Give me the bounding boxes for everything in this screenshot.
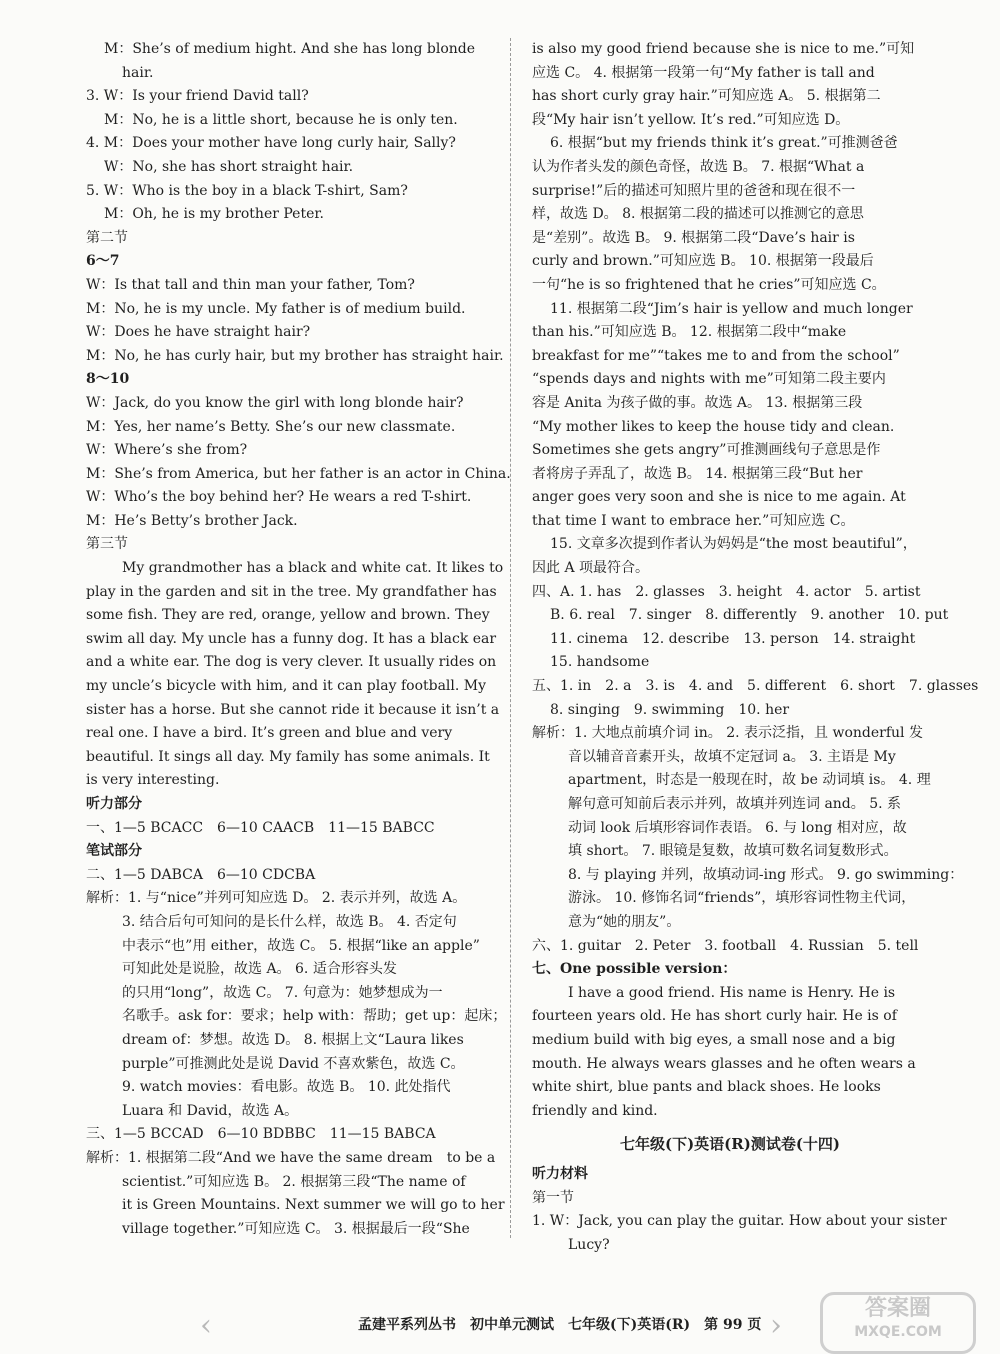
text-line: 8～10 — [86, 371, 130, 388]
text-line: 6～7 — [86, 253, 120, 270]
text-line: 解析：1. 根据第二段“And we have the same dream to be a — [86, 1149, 496, 1166]
text-line: W：No, she has short straight hair. — [104, 158, 354, 175]
text-line: 第一节 — [532, 1189, 574, 1206]
text-line: 七、One possible version： — [532, 961, 737, 978]
text-line: “spends days and nights with me”可知第二段主要内 — [532, 371, 886, 388]
text-line: anger goes very soon and she is nice to me again. At — [532, 489, 906, 506]
text-line: 六、1. guitar 2. Peter 3. football 4. Russian 5. tell — [532, 937, 919, 954]
left-column — [86, 38, 511, 1241]
text-line: M：No, he is a little short, because he is only ten. — [104, 111, 458, 128]
text-line: 9. watch movies：看电影。故选 B。 10. 此处指代 — [122, 1079, 451, 1096]
text-line: and a white ear. The dog is very clever. It usually rides on — [86, 654, 497, 671]
text-line: W：Does he have straight hair? — [86, 324, 311, 341]
text-line: 应选 C。 4. 根据第一段第一句“My father is tall and — [532, 64, 875, 81]
text-line: 听力材料 — [532, 1165, 588, 1182]
text-line: 可知此处是说脸，故选 A。 6. 适合形容头发 — [122, 961, 397, 978]
text-line: 动词 look 后填形容词作表语。 6. 与 long 相对应，故 — [568, 819, 907, 836]
text-line: I have a good friend. His name is Henry. He is — [568, 984, 896, 1001]
text-line: 6. 根据“but my friends think it’s great.”可推测爸爸 — [550, 135, 898, 152]
text-line: that time I want to embrace her.”可知应选 C。 — [532, 512, 855, 529]
text-line: Sometimes she gets angry”可推测画线句子意思是作 — [532, 442, 881, 459]
text-line: B. 6. real 7. singer 8. differently 9. another 10. put — [550, 607, 949, 624]
text-line: W：Is that tall and thin man your father, Tom? — [86, 276, 415, 293]
text-line: swim all day. My uncle has a funny dog. It has a black ear — [86, 630, 497, 647]
text-line: fourteen years old. He has short curly hair. He is of — [532, 1008, 897, 1025]
text-line: 解析：1. 大地点前填介词 in。 2. 表示泛指，且 wonderful 发 — [532, 725, 923, 742]
text-line: dream of：梦想。故选 D。 8. 根据上文“Laura likes — [122, 1031, 464, 1048]
text-line: scientist.”可知应选 B。 2. 根据第三段“The name of — [122, 1173, 466, 1190]
text-line: W：Where’s she from? — [86, 442, 248, 459]
text-line: 11. 根据第二段“Jim’s hair is yellow and much longer — [550, 300, 913, 317]
text-line: 5. W：Who is the boy in a black T-shirt, Sam? — [86, 182, 408, 199]
text-line: M：She’s of medium hight. And she has long blonde — [104, 41, 476, 57]
text-line: breakfast for me”“takes me to and from the school” — [532, 347, 900, 364]
text-line: hair. — [122, 64, 154, 81]
text-line: has short curly gray hair.”可知应选 A。 5. 根据第二 — [532, 88, 881, 105]
text-line: 15. handsome — [550, 654, 650, 671]
text-line: Lucy? — [568, 1236, 610, 1253]
text-line: M：No, he is my uncle. My father is of medium build. — [86, 300, 466, 317]
text-line: 笔试部分 — [86, 843, 142, 860]
text-line: surprise!”后的描述可知照片里的爸爸和现在很不一 — [532, 182, 856, 199]
text-line: village together.”可知应选 C。 3. 根据最后一段“She — [122, 1220, 470, 1237]
text-line: medium build with big eyes, a small nose and a big — [532, 1031, 896, 1048]
right-column — [532, 38, 979, 1257]
text-line: 1. W：Jack, you can play the guitar. How about your sister — [532, 1213, 947, 1230]
text-line: is also my good friend because she is nice to me.”可知 — [532, 41, 915, 57]
text-line: my uncle’s bicycle with him, and it can play football. My — [86, 678, 487, 695]
text-line: “My mother likes to keep the house tidy and clean. — [532, 418, 895, 435]
text-line: M：He’s Betty’s brother Jack. — [86, 512, 298, 529]
text-line: Luara 和 David，故选 A。 — [122, 1102, 299, 1119]
text-line: 一句“he is so frightened that he cries”可知应选 C。 — [532, 276, 886, 293]
text-line: white shirt, blue pants and black shoes. He looks — [532, 1079, 881, 1096]
text-line: beautiful. It sings all day. My family has some animals. It — [86, 748, 490, 765]
text-line: 中表示“也”用 either，故选 C。 5. 根据“like an apple” — [122, 937, 480, 954]
text-line: 四、A. 1. has 2. glasses 3. height 4. actor 5. artist — [532, 583, 921, 600]
text-line: 段“My hair isn’t yellow. It’s red.”可知应选 D。 — [532, 111, 850, 128]
text-line: W：Jack, do you know the girl with long blonde hair? — [86, 394, 464, 411]
text-line: W：Who’s the boy behind her? He wears a red T-shirt. — [86, 489, 472, 506]
section-title: 七年级(下)英语(R)测试卷(十四) — [619, 1135, 841, 1154]
text-line: 第三节 — [86, 536, 128, 553]
text-line: 五、1. in 2. a 3. is 4. and 5. different 6. short 7. glasses — [532, 678, 979, 695]
text-line: some fish. They are red, orange, yellow and brown. They — [86, 607, 490, 624]
text-line: 因此 A 项最符合。 — [532, 560, 650, 577]
text-line: 15. 文章多次提到作者认为妈妈是“the most beautiful”， — [550, 536, 917, 553]
stamp-text: 答案圈 — [864, 1296, 931, 1321]
text-line: 三、1—5 BCCAD 6—10 BDBBC 11—15 BABCA — [86, 1126, 436, 1143]
text-line: M：No, he has curly hair, but my brother has straight hair. — [86, 347, 504, 364]
text-line: mouth. He always wears glasses and he often wears a — [532, 1055, 916, 1072]
chevron-right-icon: › — [770, 1308, 782, 1343]
text-line: My grandmother has a black and white cat. It likes to — [122, 560, 504, 577]
text-line: 3. 结合后句可知问的是长什么样，故选 B。 4. 否定句 — [122, 913, 457, 930]
text-line: than his.”可知应选 B。 12. 根据第二段中“make — [532, 324, 847, 341]
text-line: 认为作者头发的颜色奇怪，故选 B。 7. 根据“What a — [532, 158, 865, 175]
right-listening-material — [532, 1163, 947, 1257]
stamp-url: MXQE.COM — [854, 1324, 942, 1340]
text-line: 11. cinema 12. describe 13. person 14. straight — [550, 630, 916, 647]
text-line: play in the garden and sit in the tree. My grandfather has — [86, 583, 497, 600]
text-line: 的只用“long”，故选 C。 7. 句意为：她梦想成为一 — [122, 984, 443, 1001]
text-line: M：She’s from America, but her father is an actor in China. — [86, 465, 511, 482]
text-line: friendly and kind. — [532, 1102, 658, 1119]
text-line: 听力部分 — [86, 796, 142, 812]
text-line: curly and brown.”可知应选 B。 10. 根据第一段最后 — [532, 253, 874, 270]
text-line: real one. I have a bird. It’s green and blue and very — [86, 725, 453, 742]
text-line: it is Green Mountains. Next summer we will go to her — [122, 1197, 505, 1214]
text-line: purple”可推测此处是说 David 不喜欢紫色，故选 C。 — [122, 1055, 465, 1072]
text-line: 填 short。 7. 眼镜是复数，故填可数名词复数形式。 — [568, 843, 898, 860]
text-line: apartment，时态是一般现在时，故 be 动词填 is。 4. 理 — [568, 772, 931, 789]
footer-text: 孟建平系列丛书 初中单元测试 七年级(下)英语(R) 第 99 页 — [358, 1317, 762, 1333]
text-line: 解句意可知前后表示并列，故填并列连词 and。 5. 系 — [568, 796, 902, 812]
chevron-left-icon: ‹ — [200, 1308, 212, 1343]
text-line: 一、1—5 BCACC 6—10 CAACB 11—15 BABCC — [86, 819, 435, 836]
text-line: sister has a horse. But she cannot ride it because it isn’t a — [86, 701, 500, 718]
column-divider — [510, 38, 511, 1238]
text-line: 解析：1. 与“nice”并列可知应选 D。 2. 表示并列，故选 A。 — [86, 890, 467, 907]
text-line: M：Yes, her name’s Betty. She’s our new classmate. — [86, 418, 456, 435]
watermark-stamp — [820, 1292, 976, 1354]
text-line: is very interesting. — [86, 772, 220, 789]
text-line: 3. W：Is your friend David tall? — [86, 88, 309, 105]
text-line: 是“差别”。故选 B。 9. 根据第二段“Dave’s hair is — [532, 229, 855, 246]
text-line: 容是 Anita 为孩子做的事。故选 A。 13. 根据第三段 — [532, 394, 863, 411]
text-line: 音以辅音音素开头，故填不定冠词 a。 3. 主语是 My — [568, 748, 896, 765]
text-line: M：Oh, he is my brother Peter. — [104, 206, 324, 223]
text-line: 二、1—5 DABCA 6—10 CDCBA — [86, 866, 316, 883]
text-line: 者将房子弄乱了，故选 B。 14. 根据第三段“But her — [532, 465, 863, 482]
text-line: 游泳。 10. 修饰名词“friends”，填形容词性物主代词， — [568, 890, 916, 907]
text-line: 第二节 — [86, 229, 128, 246]
text-line: 名歌手。ask for：要求；help with：帮助；get up：起床； — [122, 1008, 507, 1025]
right-answers — [532, 38, 979, 1123]
text-line: 样，故选 D。 8. 根据第二段的描述可以推测它的意思 — [532, 206, 864, 223]
text-line: 8. 与 playing 并列，故填动词-ing 形式。 9. go swimming： — [568, 866, 964, 883]
text-line: 8. singing 9. swimming 10. her — [550, 701, 790, 718]
text-line: 意为“她的朋友”。 — [568, 913, 681, 930]
text-line: 4. M：Does your mother have long curly hair, Sally? — [86, 135, 456, 152]
